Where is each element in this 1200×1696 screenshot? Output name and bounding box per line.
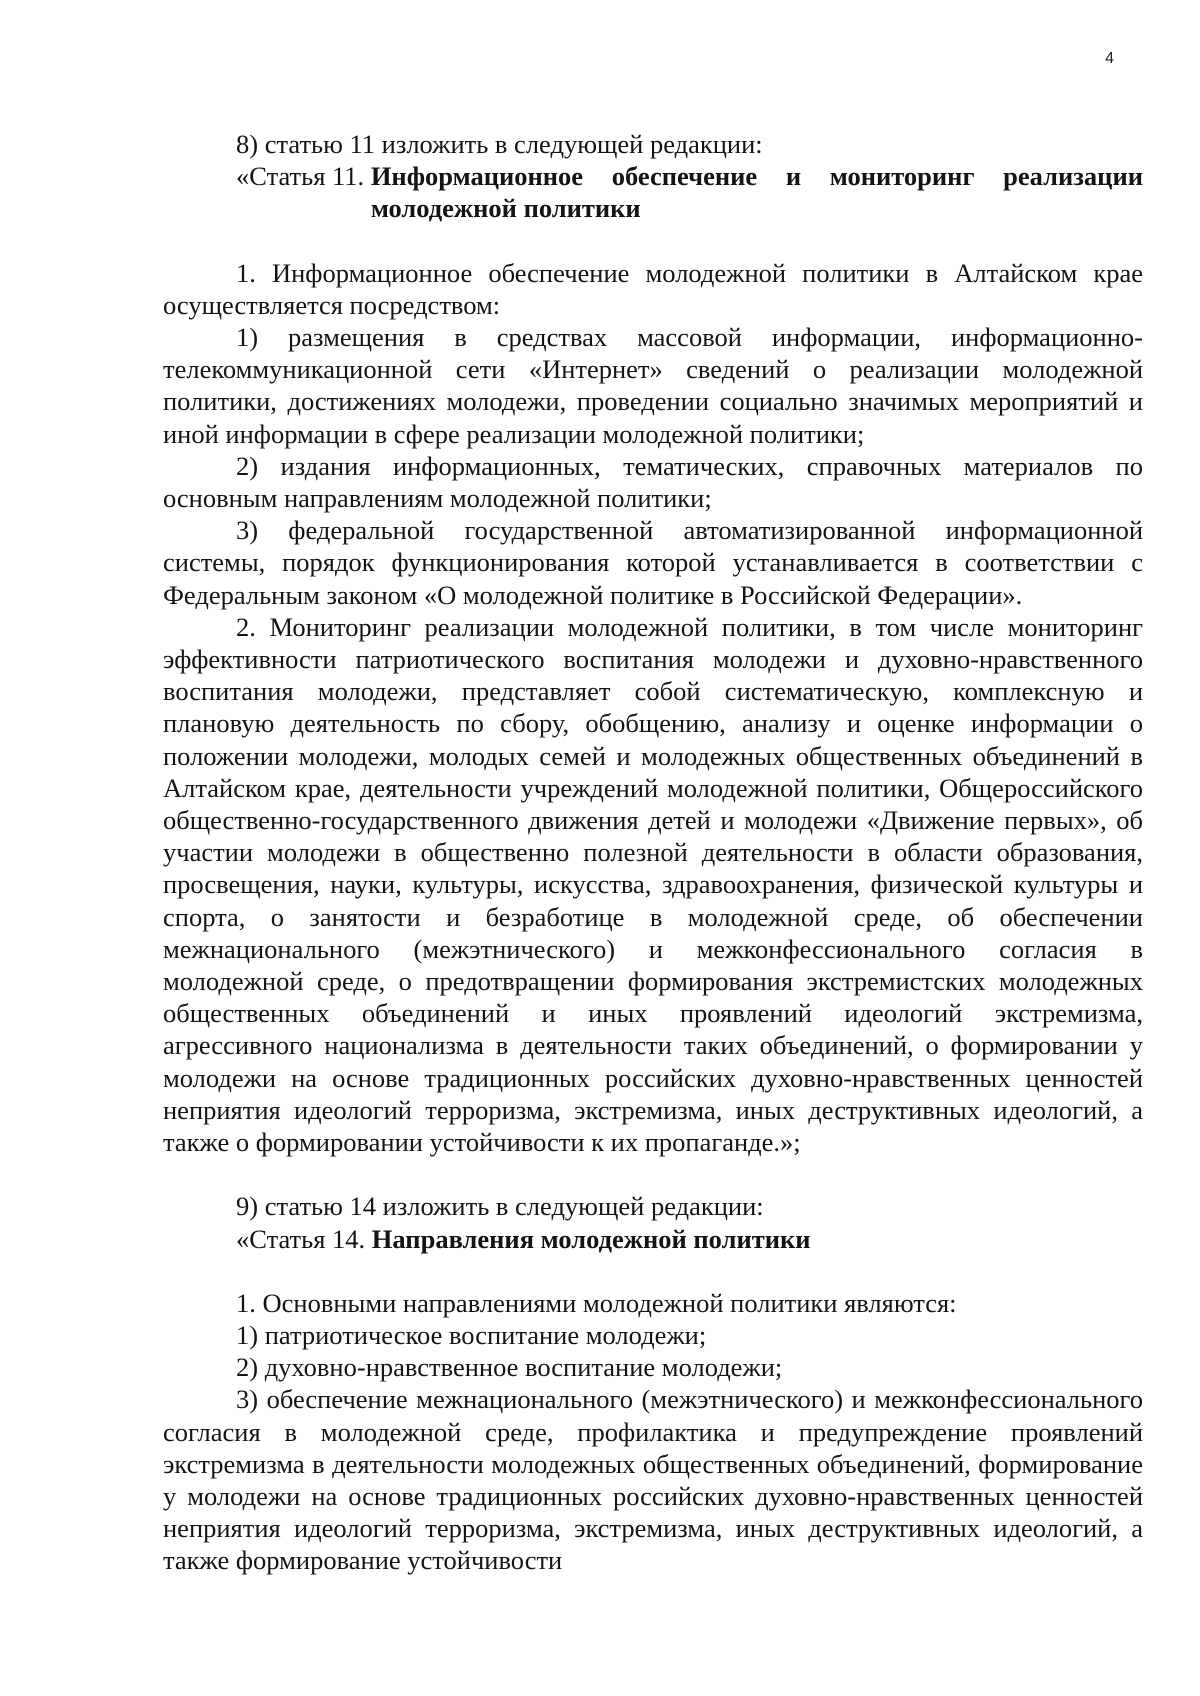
article-11-title: Информационное обеспечение и мониторинг реализации молодежной политики xyxy=(370,161,1143,224)
document-body xyxy=(163,128,1143,1577)
amendment-8-intro: 8) статью 11 изложить в следующей редакции: xyxy=(236,129,763,159)
article-11-paragraph-1: 1. Информационное обеспечение молодежной политики в Алтайском крае осуществляется посредством: xyxy=(163,257,1143,320)
article-14-item-1: 1) патриотическое воспитание молодежи; xyxy=(236,1319,707,1350)
article-11-item-3: 3) федеральной государственной автоматизированной информационной системы, порядок функционирования которой устанавливается в соответствии с Федеральным законом «О молодежной политике в Российской Федерации». xyxy=(163,515,1143,610)
article-14-lead: «Статья 14. xyxy=(236,1223,372,1254)
article-14-item-2: 2) духовно-нравственное воспитание молодежи; xyxy=(236,1352,783,1383)
article-14-title: Направления молодежной политики xyxy=(371,1223,811,1254)
spacer xyxy=(163,1158,1143,1190)
article-11-item-2: 2) издания информационных, тематических, справочных материалов по основным направлениям молодежной политики; xyxy=(163,450,1143,514)
article-11-item-1: 1) размещения в средствах массовой информации, информационно-телекоммуникационной сети «Интернет» сведений о реализации молодежной политики, достижениях молодежи, проведении социально значимых мероприятий и иной информации в сфере реализации молодежной политики; xyxy=(163,322,1143,449)
article-14-paragraph-1: 1. Основными направлениями молодежной политики являются: xyxy=(236,1287,957,1318)
article-11-lead: «Статья 11. xyxy=(236,161,371,192)
amendment-9-intro: 9) статью 14 изложить в следующей редакции: xyxy=(236,1191,764,1222)
article-14-item-3: 3) обеспечение межнационального (межэтнического) и межконфессионального согласия в молодежной среде, профилактика и предупреждение проявлений экстремизма в деятельности молодежных общественных объединений, формирование у молодежи на основе традиционных российских духовно-нравственных ценностей неприятия идеологий терроризма, экстремизма, иных деструктивных идеологий, а также формирование устойчивости xyxy=(163,1384,1143,1576)
spacer xyxy=(163,225,1143,257)
article-14-heading xyxy=(163,1223,1143,1255)
article-11-heading xyxy=(163,160,1143,224)
page-number: 4 xyxy=(1105,50,1114,67)
article-11-paragraph-2: 2. Мониторинг реализации молодежной политики, в том числе мониторинг эффективности патриотического воспитания молодежи и духовно-нравственного воспитания молодежи, представляет собой систематическую, комплексную и плановую деятельность по сбору, обобщению, анализу и оценке информации о положении молодежи, молодых семей и молодежных общественных объединений в Алтайском крае, деятельности учреждений молодежной политики, Общероссийского общественно-государственного движения детей и молодежи «Движение первых», об участии молодежи в общественно полезной деятельности в области образования, просвещения, науки, культуры, искусства, здравоохранения, физической культуры и спорта, о занятости и безработице в молодежной среде, об обеспечении межнационального (межэтнического) и межконфессионального согласия в молодежной среде, о предотвращении формирования экстремистских молодежных общественных объединений и иных проявлений идеологий экстремизма, агрессивного национализма в деятельности таких объединений, о формировании у молодежи на основе традиционных российских духовно-нравственных ценностей неприятия идеологий терроризма, экстремизма, иных деструктивных идеологий, а также о формировании устойчивости к их пропаганде.»; xyxy=(163,611,1143,1158)
spacer xyxy=(163,1255,1143,1287)
